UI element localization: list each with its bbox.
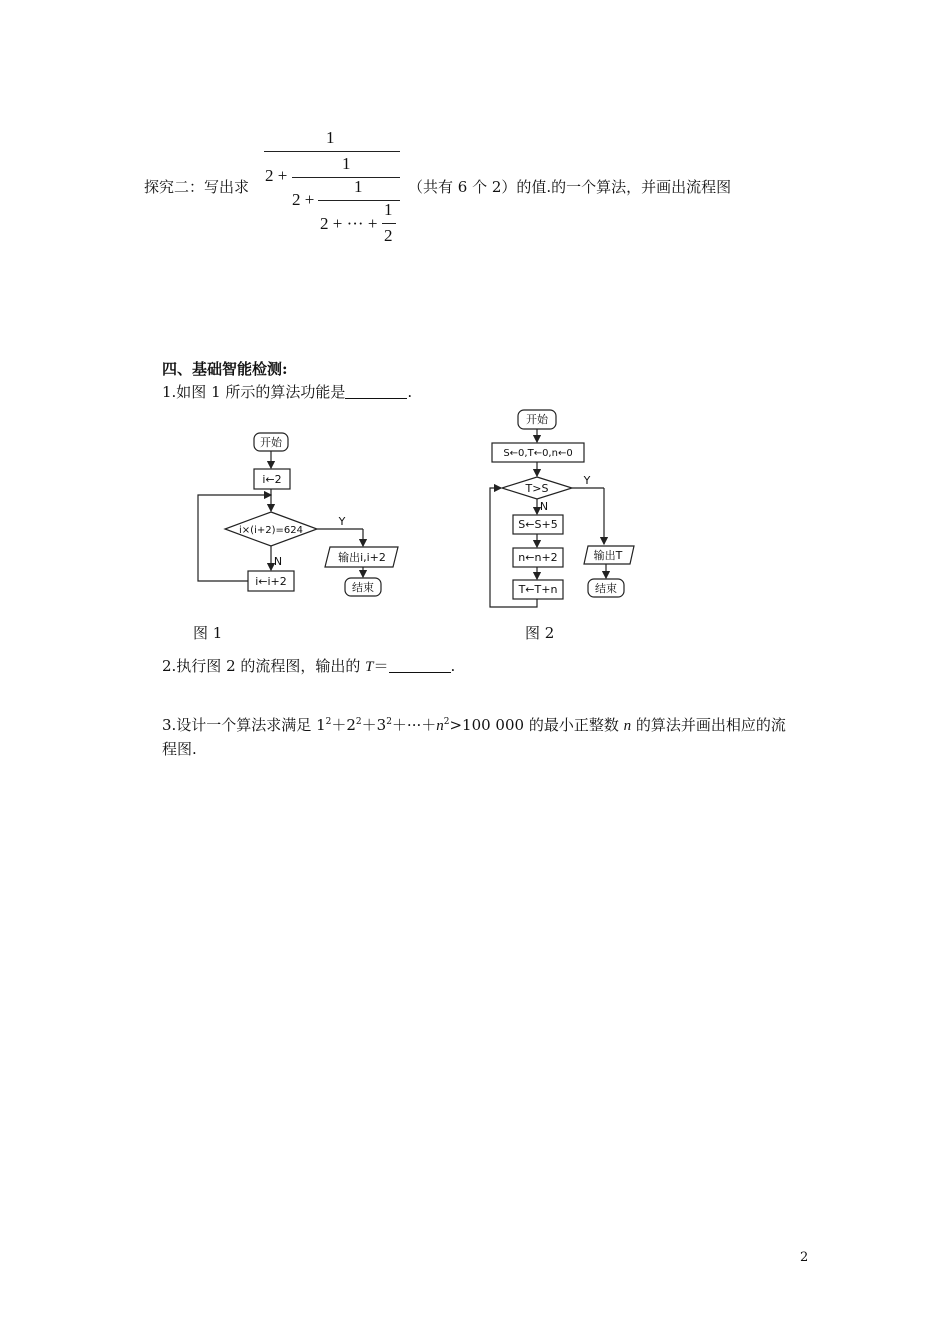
frac-num2: 1 bbox=[342, 154, 351, 173]
q3-sup-2: 2 bbox=[355, 717, 362, 727]
q1-text: 1.如图 1 所示的算法功能是 bbox=[162, 383, 346, 401]
question-1 bbox=[162, 381, 412, 402]
fig1-no-label: N bbox=[273, 555, 283, 568]
frac-num4: 1 bbox=[384, 200, 393, 219]
q3-sup-3: 2 bbox=[386, 717, 392, 727]
q3-mid2: ＋3 bbox=[361, 716, 387, 734]
fig2-step2-label: n←n+2 bbox=[518, 551, 558, 564]
fig2-init-label: S←0,T←0,n←0 bbox=[503, 448, 573, 459]
question-3-line-2: 程图. bbox=[162, 740, 197, 758]
q3-n: n bbox=[436, 718, 444, 734]
q3-post: >100 000 的最小正整数 bbox=[449, 716, 624, 734]
fig1-init-label: i←2 bbox=[262, 473, 282, 486]
q3-sup-1: 2 bbox=[325, 717, 332, 727]
explore2-suffix: （共有 6 个 2）的值.的一个算法，并画出流程图 bbox=[408, 178, 732, 196]
fig2-no-label: N bbox=[539, 500, 549, 513]
fig1-caption: 图 1 bbox=[193, 624, 223, 642]
frac-bar2 bbox=[292, 177, 400, 178]
section4-heading: 四、基础智能检测: bbox=[162, 360, 288, 378]
fig2-end-label: 结束 bbox=[595, 582, 617, 595]
fig1-start-label: 开始 bbox=[260, 436, 282, 449]
frac-den4: 2 bbox=[384, 226, 393, 245]
q3-mid3: ＋···＋ bbox=[391, 716, 437, 734]
fig1-end-label: 结束 bbox=[352, 581, 374, 594]
frac-bar1 bbox=[264, 151, 400, 152]
frac-den1: 2 + bbox=[265, 166, 288, 185]
q3-pre: 3.设计一个算法求满足 1 bbox=[162, 716, 326, 734]
fig1-yes-label: Y bbox=[338, 515, 346, 528]
q3-n2: n bbox=[623, 718, 632, 734]
q1-answer-blank[interactable] bbox=[345, 384, 407, 399]
explore2-prefix: 探究二：写出求 bbox=[144, 178, 250, 196]
q2-pre: 2.执行图 2 的流程图，输出的 bbox=[162, 657, 366, 675]
q2-end: . bbox=[450, 657, 456, 675]
q3-mid: ＋2 bbox=[331, 716, 356, 734]
fig2-step3-label: T←T+n bbox=[518, 583, 558, 596]
flowchart-figure-2 bbox=[484, 404, 644, 612]
fig2-step1-label: S←S+5 bbox=[518, 518, 558, 531]
fig1-condition-label: i×(i+2)=624 bbox=[239, 525, 303, 536]
question-2 bbox=[162, 655, 455, 676]
fig2-caption: 图 2 bbox=[525, 624, 555, 642]
fig1-update-label: i←i+2 bbox=[255, 575, 287, 588]
frac-num1: 1 bbox=[326, 128, 335, 147]
q2-answer-blank[interactable] bbox=[389, 658, 451, 673]
fig2-output-label: 输出T bbox=[593, 549, 623, 562]
fig2-start-label: 开始 bbox=[526, 413, 548, 426]
q2-mid: ＝ bbox=[373, 657, 389, 675]
q3-end: 的算法并画出相应的流 bbox=[631, 716, 786, 734]
q1-end: . bbox=[407, 383, 413, 401]
frac-bar4 bbox=[382, 223, 396, 224]
fig1-output-label: 输出i,i+2 bbox=[338, 551, 386, 564]
question-3-line-1 bbox=[162, 714, 786, 735]
q3-sup-4: 2 bbox=[443, 717, 450, 727]
page-number: 2 bbox=[800, 1250, 809, 1265]
frac-den3: 2 + ··· + bbox=[320, 214, 378, 233]
frac-den2: 2 + bbox=[292, 190, 315, 209]
continued-fraction bbox=[262, 124, 404, 250]
frac-num3: 1 bbox=[354, 177, 363, 196]
q2-var: T bbox=[365, 659, 374, 675]
fig2-condition-label: T>S bbox=[525, 482, 549, 495]
flowchart-figure-1 bbox=[190, 425, 420, 615]
fig2-yes-label: Y bbox=[583, 474, 591, 487]
